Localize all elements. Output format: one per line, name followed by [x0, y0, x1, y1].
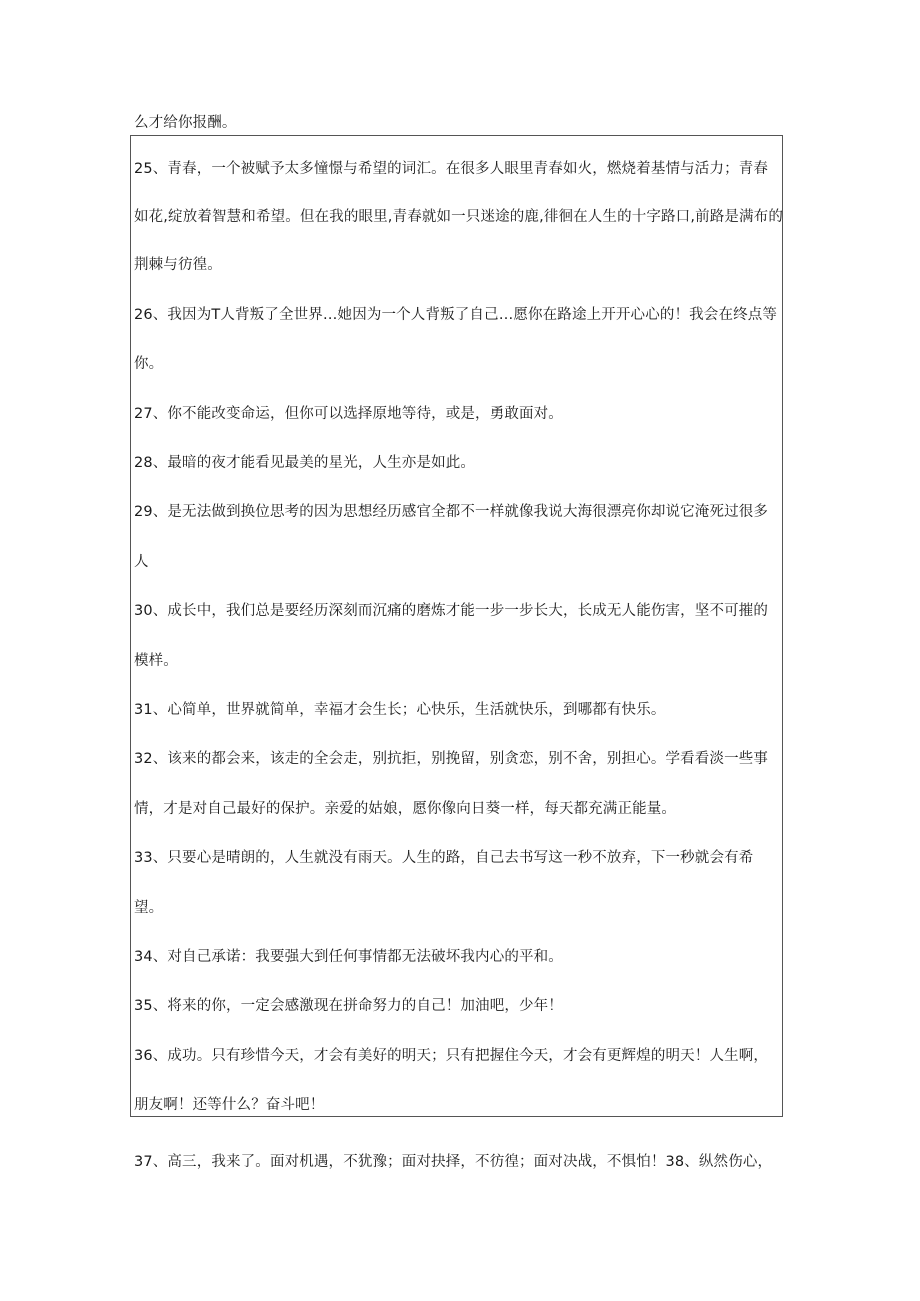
quote-32-line-2: 情，才是对自己最好的保护。亲爱的姑娘，愿你像向日葵一样，每天都充满正能量。: [134, 801, 677, 817]
quote-29-line-1: 29、是无法做到换位思考的因为思想经历感官全都不一样就像我说大海很漂亮你却说它淹死过很多: [134, 504, 769, 520]
quote-31-line-1: 31、心简单，世界就简单，幸福才会生长；心快乐，生活就快乐，到哪都有快乐。: [134, 702, 666, 718]
quote-33-line-2: 望。: [134, 900, 164, 916]
quote-30-line-2: 模样。: [134, 653, 178, 669]
quote-36-line-2: 朋友啊！还等什么？奋斗吧！: [134, 1097, 325, 1113]
quote-33-line-1: 33、只要心是晴朗的，人生就没有雨天。人生的路，自己去书写这一秒不放弃，下一秒就会有希: [134, 850, 754, 866]
quote-30-line-1: 30、成长中，我们总是要经历深刻而沉痛的磨炼才能一步一步长大，长成无人能伤害，坚不可摧的: [134, 603, 769, 619]
quote-34-line-1: 34、对自己承诺：我要强大到任何事情都无法破坏我内心的平和。: [134, 949, 563, 965]
quote-32-line-1: 32、该来的都会来，该走的全会走，别抗拒，别挽留，别贪恋，别不舍，别担心。学看看淡一些事: [134, 751, 769, 767]
quote-27-line-1: 27、你不能改变命运，但你可以选择原地等待，或是，勇敢面对。: [134, 406, 563, 422]
bottom-text-line: 37、高三，我来了。面对机遇，不犹豫；面对抉择，不彷徨；面对决战，不惧怕！38、纵然伤心，: [134, 1154, 773, 1170]
quote-28-line-1: 28、最暗的夜才能看见最美的星光，人生亦是如此。: [134, 455, 476, 471]
top-text-line: 么才给你报酬。: [134, 115, 237, 131]
quote-29-line-2: 人: [134, 554, 149, 570]
quote-25-line-1: 25、青春，一个被赋予太多憧憬与希望的词汇。在很多人眼里青春如火，燃烧着基情与活力；青春: [134, 161, 769, 177]
quote-36-line-1: 36、成功。只有珍惜今天，才会有美好的明天；只有把握住今天，才会有更辉煌的明天！人生啊，: [134, 1048, 769, 1064]
quote-26-line-1: 26、我因为T人背叛了全世界…她因为一个人背叛了自己…愿你在路途上开开心心的！我会在终点等: [134, 307, 778, 323]
quote-25-line-2: 如花,绽放着智慧和希望。但在我的眼里,青春就如一只迷途的鹿,徘徊在人生的十字路口,前路是满布的: [134, 209, 783, 225]
quote-35-line-1: 35、将来的你，一定会感激现在拼命努力的自己！加油吧，少年！: [134, 998, 563, 1014]
quote-box: [130, 135, 783, 1117]
quote-25-line-3: 荆棘与彷徨。: [134, 257, 222, 273]
quote-26-line-2: 你。: [134, 356, 164, 372]
